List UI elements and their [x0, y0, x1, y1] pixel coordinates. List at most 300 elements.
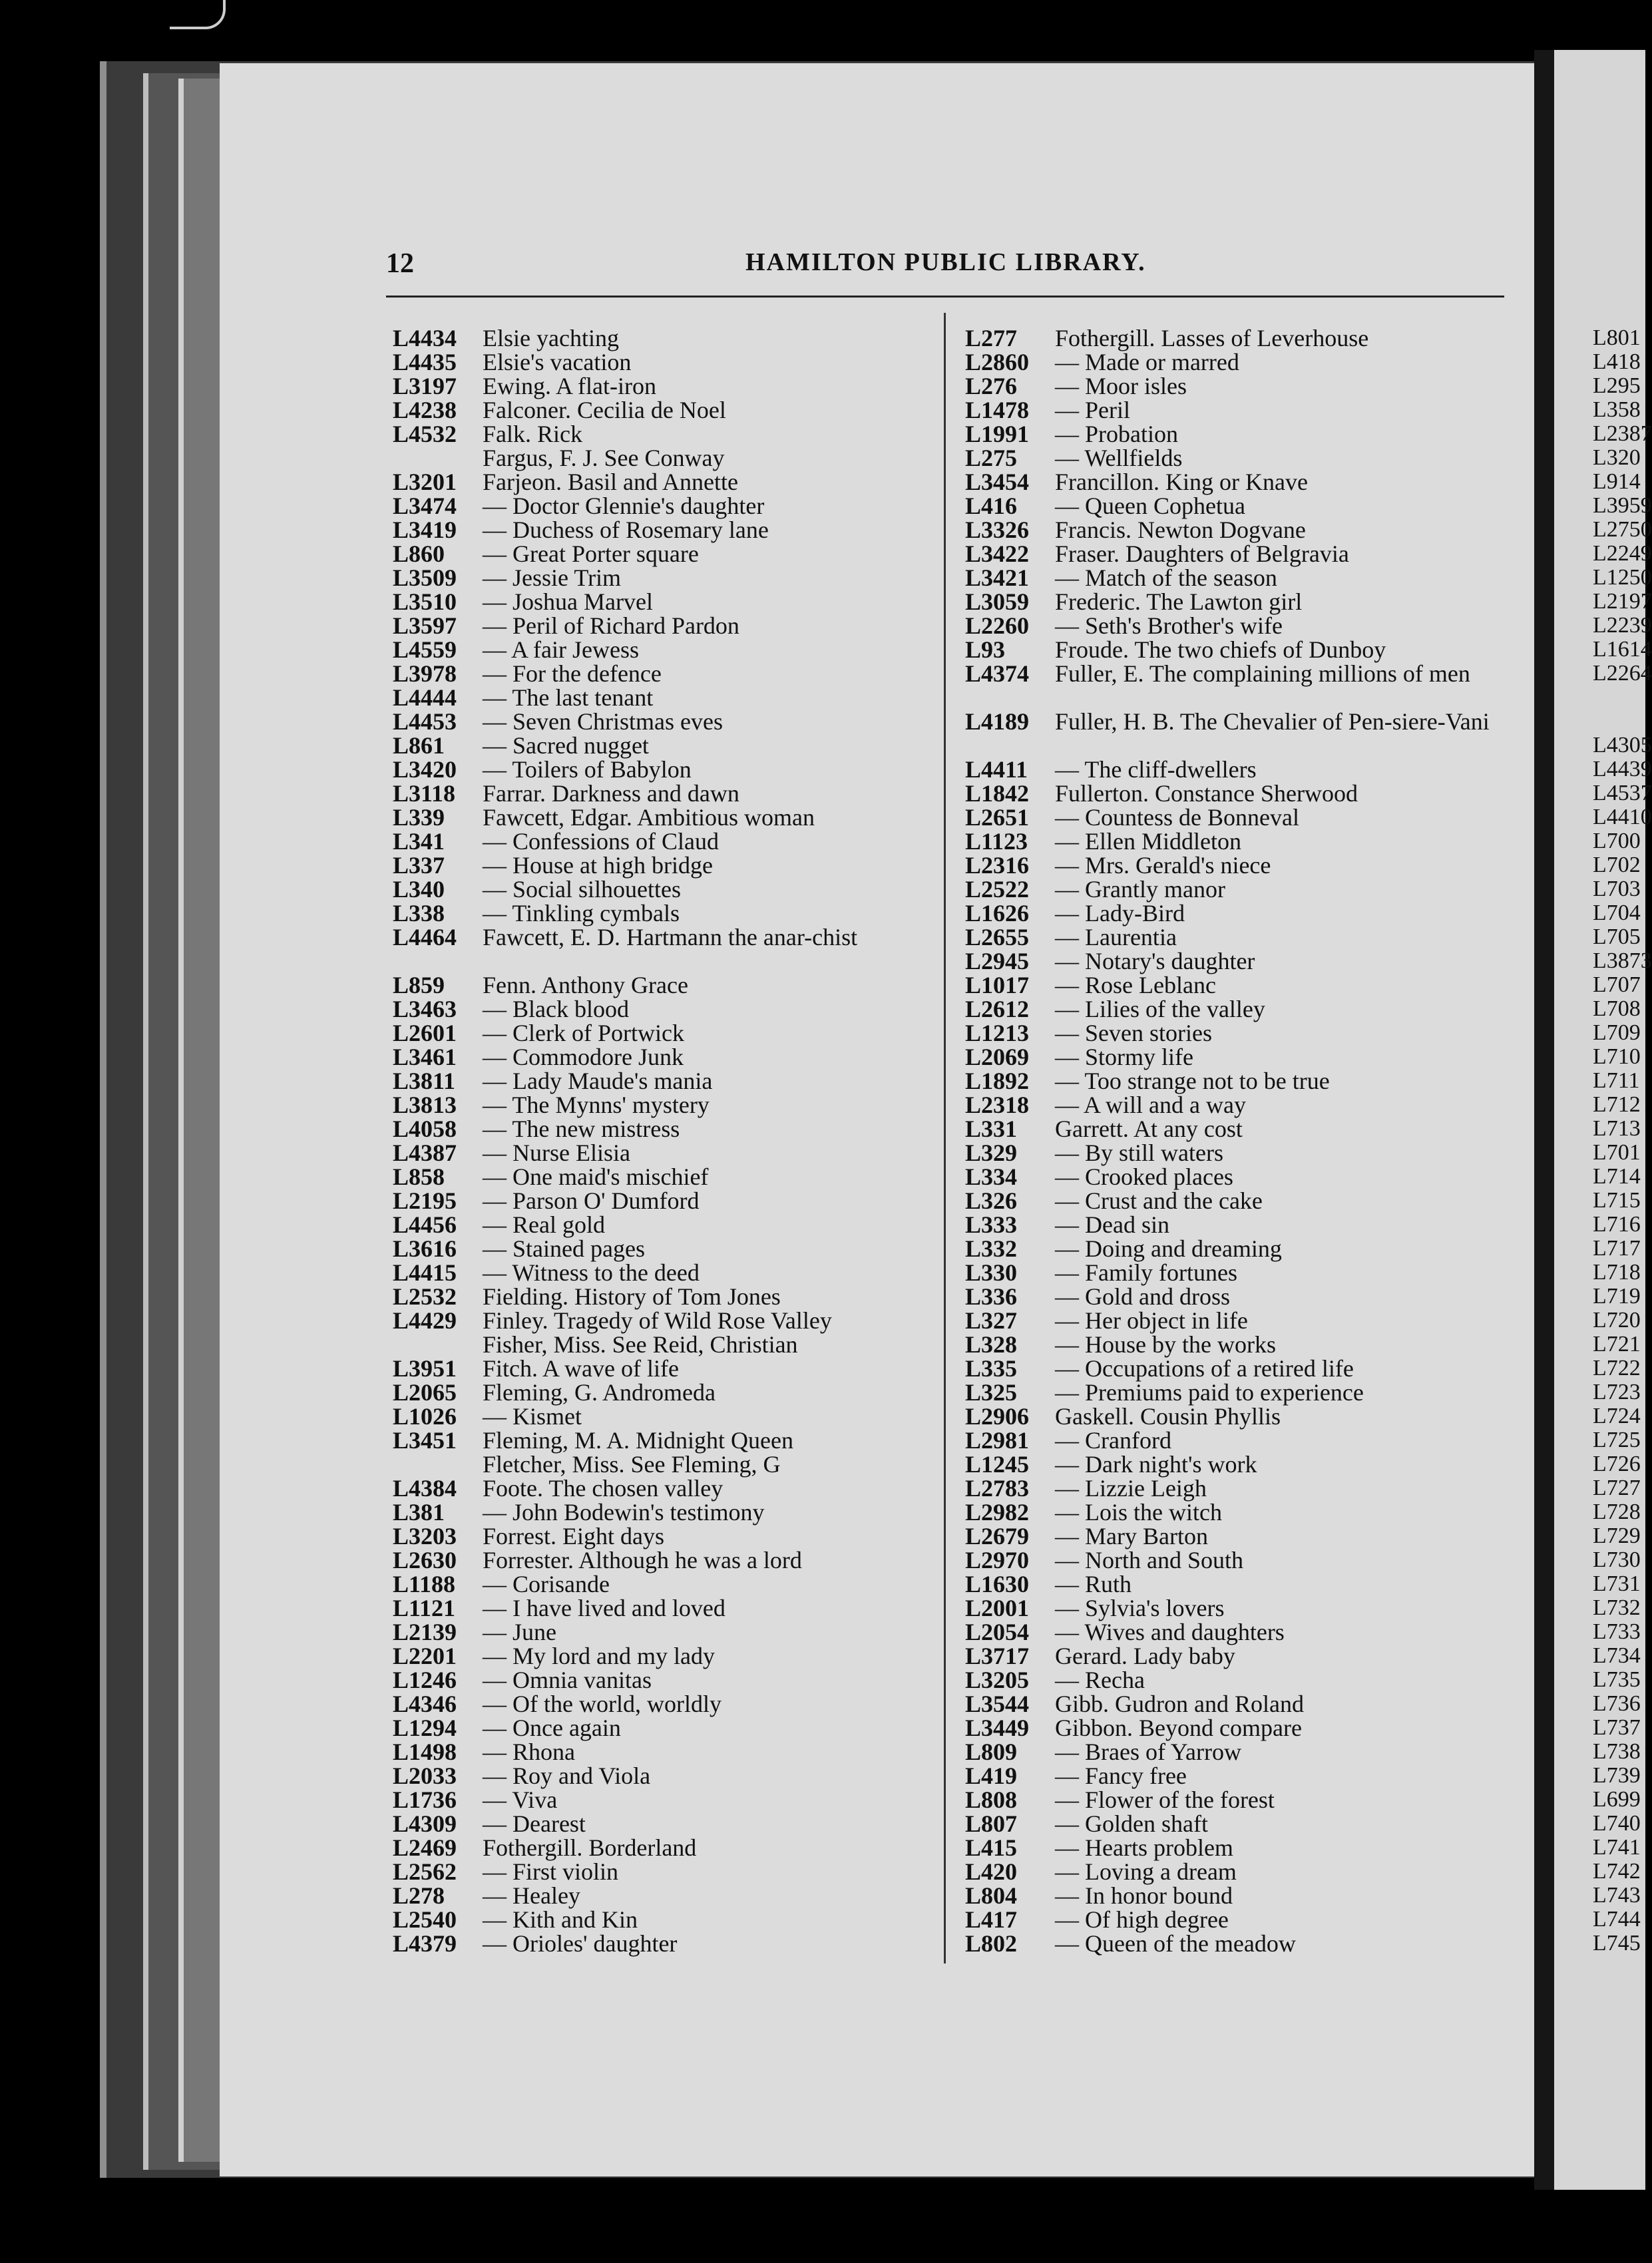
adjacent-call-number: L4537	[1593, 781, 1652, 805]
catalog-entry	[965, 446, 1511, 470]
catalog-entry	[393, 1045, 938, 1069]
adjacent-call-number: L2750	[1593, 517, 1652, 542]
catalog-entry	[965, 470, 1511, 494]
catalog-entry	[393, 1644, 938, 1668]
catalog-entry	[965, 1788, 1511, 1812]
catalog-entry	[965, 853, 1511, 877]
call-number: L1498	[393, 1739, 457, 1765]
call-number: L4374	[965, 660, 1030, 687]
call-number: L3544	[965, 1691, 1030, 1717]
call-number: L4464	[393, 924, 457, 950]
catalog-entry	[965, 1692, 1511, 1716]
adjacent-call-number: L712	[1593, 1092, 1641, 1117]
catalog-entry	[965, 1908, 1511, 1932]
entry-title: Ewing. A flat-iron	[483, 373, 656, 399]
call-number: L3597	[393, 612, 457, 639]
adjacent-call-number: L801	[1593, 325, 1641, 350]
entry-title: Fraser. Daughters of Belgravia	[1055, 540, 1349, 567]
catalog-entry	[965, 1932, 1511, 1955]
adjacent-call-number: L724	[1593, 1404, 1641, 1428]
catalog-entry	[393, 1836, 938, 1860]
call-number: L2562	[393, 1858, 457, 1885]
call-number: L4379	[393, 1930, 457, 1957]
entry-title: — Great Porter square	[483, 540, 699, 567]
call-number: L3449	[965, 1715, 1030, 1741]
call-number: L1892	[965, 1068, 1030, 1094]
call-number: L4559	[393, 636, 457, 663]
call-number: L2651	[965, 804, 1030, 831]
entry-title: — Healey	[483, 1882, 580, 1909]
entry-title: — The cliff-dwellers	[1055, 756, 1257, 783]
call-number: L420	[965, 1858, 1018, 1885]
call-number: L802	[965, 1930, 1018, 1957]
entry-title: Gibb. Gudron and Roland	[1055, 1691, 1304, 1717]
catalog-entry	[965, 1476, 1511, 1500]
entry-title: — Clerk of Portwick	[483, 1020, 684, 1046]
catalog-entry	[965, 949, 1511, 973]
entry-title: — Nurse Elisia	[483, 1139, 630, 1166]
call-number: L3201	[393, 469, 457, 495]
entry-title: Fielding. History of Tom Jones	[483, 1283, 781, 1310]
catalog-entry	[965, 1189, 1511, 1213]
catalog-entry	[393, 1356, 938, 1380]
call-number: L3461	[393, 1044, 457, 1070]
call-number: L417	[965, 1906, 1018, 1933]
adjacent-call-number: L726	[1593, 1452, 1641, 1476]
entry-title: — Occupations of a retired life	[1055, 1355, 1354, 1382]
call-number: L1026	[393, 1403, 457, 1430]
adjacent-call-number: L715	[1593, 1188, 1641, 1213]
adjacent-call-number: L730	[1593, 1547, 1641, 1572]
catalog-entry	[393, 398, 938, 422]
right-column	[965, 326, 1511, 1955]
adjacent-call-number: L744	[1593, 1907, 1641, 1932]
call-number: L330	[965, 1259, 1018, 1286]
entry-title: — Duchess of Rosemary lane	[483, 516, 769, 543]
entry-title: Garrett. At any cost	[1055, 1116, 1243, 1142]
catalog-entry	[965, 1452, 1511, 1476]
call-number: L339	[393, 804, 445, 831]
call-number: L336	[965, 1283, 1018, 1310]
call-number: L2033	[393, 1762, 457, 1789]
catalog-entry	[965, 662, 1511, 710]
call-number: L2201	[393, 1643, 457, 1669]
adjacent-call-number: L2197	[1593, 589, 1652, 614]
adjacent-call-number: L914	[1593, 469, 1641, 494]
adjacent-call-number: L418	[1593, 349, 1641, 374]
call-number: L2069	[965, 1044, 1030, 1070]
entry-title: — Seth's Brother's wife	[1055, 612, 1283, 639]
entry-title: Elsie's vacation	[483, 349, 632, 375]
entry-title: — For the defence	[483, 660, 662, 687]
left-column	[393, 326, 938, 1955]
catalog-entry	[965, 805, 1511, 829]
entry-title: — I have lived and loved	[483, 1595, 725, 1621]
adjacent-call-number: L728	[1593, 1500, 1641, 1524]
entry-title: — Lady-Bird	[1055, 900, 1185, 926]
entry-title: Forrest. Eight days	[483, 1523, 664, 1549]
entry-title: — Parson O' Dumford	[483, 1187, 700, 1214]
entry-title: Fargus, F. J. See Conway	[483, 445, 725, 471]
call-number: L3978	[393, 660, 457, 687]
catalog-entry	[965, 1548, 1511, 1572]
call-number: L4189	[965, 708, 1030, 735]
entry-title: — Dark night's work	[1055, 1451, 1257, 1478]
catalog-entry	[965, 1596, 1511, 1620]
entry-title: Fenn. Anthony Grace	[483, 972, 688, 998]
entry-title: — Once again	[483, 1715, 621, 1741]
entry-title: — Peril	[1055, 397, 1130, 423]
entry-title: — A fair Jewess	[483, 636, 639, 663]
catalog-entry	[393, 542, 938, 566]
catalog-entry	[393, 1189, 938, 1213]
call-number: L4415	[393, 1259, 457, 1286]
entry-title: — Grantly manor	[1055, 876, 1225, 903]
entry-title: — Too strange not to be true	[1055, 1068, 1330, 1094]
entry-title: — First violin	[483, 1858, 619, 1885]
call-number: L804	[965, 1882, 1018, 1909]
catalog-entry	[393, 1141, 938, 1165]
entry-title: — Orioles' daughter	[483, 1930, 678, 1957]
catalog-entry	[965, 925, 1511, 949]
adjacent-call-number: L4410	[1593, 805, 1652, 829]
adjacent-call-number: L738	[1593, 1739, 1641, 1764]
catalog-entry	[393, 1476, 938, 1500]
call-number: L327	[965, 1307, 1018, 1334]
entry-title: — By still waters	[1055, 1139, 1223, 1166]
catalog-entry	[393, 566, 938, 590]
catalog-entry	[393, 1596, 938, 1620]
adjacent-call-number: L740	[1593, 1811, 1641, 1836]
call-number: L809	[965, 1739, 1018, 1765]
call-number: L2679	[965, 1523, 1030, 1549]
call-number: L2469	[393, 1834, 457, 1861]
entry-title: — Kith and Kin	[483, 1906, 638, 1933]
catalog-entry	[393, 1932, 938, 1955]
adjacent-call-number: L714	[1593, 1164, 1641, 1189]
adjacent-call-number: L699	[1593, 1787, 1641, 1812]
entry-title: — Moor isles	[1055, 373, 1187, 399]
catalog-entry	[393, 638, 938, 662]
call-number: L2970	[965, 1547, 1030, 1573]
entry-title: — Rhona	[483, 1739, 575, 1765]
page-number: 12	[386, 248, 414, 279]
entry-title: — Probation	[1055, 421, 1178, 447]
entry-title: Francillon. King or Knave	[1055, 469, 1308, 495]
entry-title: — Wives and daughters	[1055, 1619, 1285, 1645]
entry-title: — Golden shaft	[1055, 1810, 1208, 1837]
entry-title: — Lois the witch	[1055, 1499, 1222, 1526]
call-number: L4411	[965, 756, 1028, 783]
catalog-entry	[393, 781, 938, 805]
call-number: L3616	[393, 1235, 457, 1262]
call-number: L326	[965, 1187, 1018, 1214]
call-number: L2860	[965, 349, 1030, 375]
call-number: L332	[965, 1235, 1018, 1262]
entry-title: — Lizzie Leigh	[1055, 1475, 1207, 1502]
catalog-entry	[393, 326, 938, 350]
adjacent-call-number: L700	[1593, 829, 1641, 853]
entry-title: — Corisande	[483, 1571, 610, 1597]
catalog-entry	[393, 1093, 938, 1117]
call-number: L808	[965, 1786, 1018, 1813]
catalog-entry	[393, 1692, 938, 1716]
catalog-entry	[965, 1620, 1511, 1644]
call-number: L1478	[965, 397, 1030, 423]
call-number: L3420	[393, 756, 457, 783]
entry-title: — Recha	[1055, 1667, 1145, 1693]
entry-title: Fitch. A wave of life	[483, 1355, 679, 1382]
entry-title: — Queen Cophetua	[1055, 493, 1245, 519]
catalog-entry	[393, 1500, 938, 1524]
catalog-entry	[965, 1045, 1511, 1069]
catalog-entry	[965, 350, 1511, 374]
catalog-entry	[393, 1309, 938, 1333]
adjacent-call-number: L704	[1593, 901, 1641, 925]
call-number: L1246	[393, 1667, 457, 1693]
header-rule	[386, 296, 1504, 298]
call-number: L276	[965, 373, 1018, 399]
catalog-entry	[965, 710, 1511, 757]
catalog-entry	[393, 470, 938, 494]
entry-title: — The new mistress	[483, 1116, 680, 1142]
adjacent-call-number: L1250	[1593, 565, 1652, 590]
call-number: L338	[393, 900, 445, 926]
call-number: L2001	[965, 1595, 1030, 1621]
entry-title: — Seven stories	[1055, 1020, 1212, 1046]
entry-title: Frederic. The Lawton girl	[1055, 588, 1303, 615]
catalog-entry	[965, 1309, 1511, 1333]
call-number: L4456	[393, 1211, 457, 1238]
call-number: L331	[965, 1116, 1018, 1142]
adjacent-call-number: L701	[1593, 1140, 1641, 1165]
adjacent-call-number: L710	[1593, 1044, 1641, 1069]
entry-title: Forrester. Although he was a lord	[483, 1547, 802, 1573]
catalog-entry	[965, 1428, 1511, 1452]
call-number: L3474	[393, 493, 457, 519]
catalog-entry	[393, 1884, 938, 1908]
call-number: L4384	[393, 1475, 457, 1502]
entry-title: — Hearts problem	[1055, 1834, 1233, 1861]
call-number: L2630	[393, 1547, 457, 1573]
adjacent-call-number: L295	[1593, 373, 1641, 398]
entry-title: — Ellen Middleton	[1055, 828, 1241, 855]
catalog-entry	[393, 1740, 938, 1764]
catalog-entry	[965, 1333, 1511, 1356]
catalog-entry	[393, 1213, 938, 1237]
entry-title: Fleming, M. A. Midnight Queen	[483, 1427, 793, 1454]
call-number: L4238	[393, 397, 457, 423]
catalog-entry	[965, 614, 1511, 638]
call-number: L3509	[393, 564, 457, 591]
entry-title: Fothergill. Lasses of Leverhouse	[1055, 325, 1369, 351]
adjacent-call-number: L742	[1593, 1859, 1641, 1884]
catalog-entry	[965, 997, 1511, 1021]
call-number: L1188	[393, 1571, 456, 1597]
entry-title: — Loving a dream	[1055, 1858, 1237, 1885]
entry-title: — Notary's daughter	[1055, 948, 1255, 974]
catalog-entry	[393, 877, 938, 901]
adjacent-call-number: L3959	[1593, 493, 1652, 518]
adjacent-call-number: L1614	[1593, 637, 1652, 662]
catalog-entry	[393, 710, 938, 733]
entry-title: Fisher, Miss. See Reid, Christian	[483, 1331, 798, 1358]
entry-title: — Social silhouettes	[483, 876, 681, 903]
catalog-entry	[965, 566, 1511, 590]
adjacent-call-number: L4439	[1593, 757, 1652, 781]
call-number: L2260	[965, 612, 1030, 639]
entry-title: — North and South	[1055, 1547, 1243, 1573]
catalog-entry	[393, 1908, 938, 1932]
catalog-entry	[965, 1716, 1511, 1740]
catalog-entry	[393, 829, 938, 853]
entry-title: — Wellfields	[1055, 445, 1183, 471]
entry-title: Fullerton. Constance Sherwood	[1055, 780, 1358, 807]
entry-title: — My lord and my lady	[483, 1643, 715, 1669]
catalog-entry	[965, 1093, 1511, 1117]
call-number: L3951	[393, 1355, 457, 1382]
call-number: L1123	[965, 828, 1028, 855]
entry-title: Francis. Newton Dogvane	[1055, 516, 1306, 543]
call-number: L3118	[393, 780, 456, 807]
entry-title: — Fancy free	[1055, 1762, 1187, 1789]
call-number: L3510	[393, 588, 457, 615]
paper-tag-mark	[170, 0, 226, 29]
call-number: L3205	[965, 1667, 1030, 1693]
call-number: L4346	[393, 1691, 457, 1717]
entry-title: — The last tenant	[483, 684, 654, 711]
call-number: L328	[965, 1331, 1018, 1358]
catalog-entry	[393, 1069, 938, 1093]
entry-title: — June	[483, 1619, 556, 1645]
entry-title: — Black blood	[483, 996, 629, 1022]
catalog-entry	[393, 1548, 938, 1572]
call-number: L861	[393, 732, 445, 759]
catalog-entry	[393, 494, 938, 518]
catalog-entry	[393, 1524, 938, 1548]
adjacent-call-number: L739	[1593, 1763, 1641, 1788]
call-number: L341	[393, 828, 445, 855]
call-number: L416	[965, 493, 1018, 519]
entry-title: — Omnia vanitas	[483, 1667, 652, 1693]
adjacent-call-number: L736	[1593, 1691, 1641, 1716]
column-divider	[944, 313, 946, 1963]
entry-title: — Of the world, worldly	[483, 1691, 722, 1717]
adjacent-call-number: L723	[1593, 1380, 1641, 1404]
adjacent-call-number: L717	[1593, 1236, 1641, 1261]
catalog-entry	[393, 1668, 938, 1692]
call-number: L2318	[965, 1092, 1030, 1118]
catalog-entry	[393, 1261, 938, 1285]
entry-title: — Stormy life	[1055, 1044, 1193, 1070]
entry-title: Gerard. Lady baby	[1055, 1643, 1235, 1669]
call-number: L2532	[393, 1283, 457, 1310]
adjacent-call-number: L705	[1593, 925, 1641, 949]
entry-title: Fletcher, Miss. See Fleming, G	[483, 1451, 781, 1478]
catalog-entry	[393, 1764, 938, 1788]
call-number: L415	[965, 1834, 1018, 1861]
catalog-entry	[393, 1285, 938, 1309]
catalog-entry	[393, 1404, 938, 1428]
entry-title: — Witness to the deed	[483, 1259, 700, 1286]
call-number: L859	[393, 972, 445, 998]
call-number: L3813	[393, 1092, 457, 1118]
entry-title: — Toilers of Babylon	[483, 756, 692, 783]
entry-title: — Sylvia's lovers	[1055, 1595, 1225, 1621]
catalog-entry	[965, 1165, 1511, 1189]
adjacent-call-number: L320	[1593, 445, 1641, 470]
call-number: L3197	[393, 373, 457, 399]
entry-title: — John Bodewin's testimony	[483, 1499, 765, 1526]
entry-title: — Dead sin	[1055, 1211, 1169, 1238]
adjacent-call-number: L725	[1593, 1428, 1641, 1452]
entry-title: — Family fortunes	[1055, 1259, 1237, 1286]
call-number: L1991	[965, 421, 1030, 447]
entry-title: Fuller, H. B. The Chevalier of Pen-siere-Vani	[1055, 708, 1490, 735]
adjacent-page	[1554, 50, 1652, 2190]
catalog-entry	[393, 686, 938, 710]
entry-title: — Mrs. Gerald's niece	[1055, 852, 1271, 879]
catalog-entry	[965, 422, 1511, 446]
call-number: L275	[965, 445, 1018, 471]
call-number: L4434	[393, 325, 457, 351]
adjacent-call-number: L709	[1593, 1020, 1641, 1045]
entry-title: — Gold and dross	[1055, 1283, 1230, 1310]
call-number: L2195	[393, 1187, 457, 1214]
page-title: HAMILTON PUBLIC LIBRARY.	[745, 248, 1146, 276]
call-number: L4058	[393, 1116, 457, 1142]
call-number: L4453	[393, 708, 457, 735]
catalog-entry	[965, 1141, 1511, 1165]
call-number: L2540	[393, 1906, 457, 1933]
catalog-entry	[965, 1261, 1511, 1285]
catalog-entry	[393, 590, 938, 614]
catalog-entry	[965, 518, 1511, 542]
catalog-entry	[393, 1860, 938, 1884]
call-number: L381	[393, 1499, 445, 1526]
entry-title: Fuller, E. The complaining millions of men	[1055, 660, 1470, 687]
entry-title: Finley. Tragedy of Wild Rose Valley	[483, 1307, 832, 1334]
call-number: L3203	[393, 1523, 457, 1549]
catalog-entry	[965, 374, 1511, 398]
entry-title: — Peril of Richard Pardon	[483, 612, 739, 639]
catalog-entry	[393, 614, 938, 638]
call-number: L2612	[965, 996, 1030, 1022]
catalog-entry	[393, 1333, 938, 1356]
catalog-entry	[965, 1237, 1511, 1261]
adjacent-call-number: L741	[1593, 1835, 1641, 1860]
entry-title: — Real gold	[483, 1211, 605, 1238]
entry-title: — Tinkling cymbals	[483, 900, 680, 926]
adjacent-call-number: L358	[1593, 397, 1641, 422]
call-number: L4532	[393, 421, 457, 447]
entry-title: Froude. The two chiefs of Dunboy	[1055, 636, 1386, 663]
entry-title: Falk. Rick	[483, 421, 582, 447]
entry-title: — Joshua Marvel	[483, 588, 653, 615]
adjacent-gap	[1593, 686, 1652, 733]
entry-title: Farjeon. Basil and Annette	[483, 469, 738, 495]
call-number: L3454	[965, 469, 1030, 495]
call-number: L2054	[965, 1619, 1030, 1645]
entry-title: Farrar. Darkness and dawn	[483, 780, 739, 807]
call-number: L3451	[393, 1427, 457, 1454]
call-number: L277	[965, 325, 1018, 351]
entry-title: — Crust and the cake	[1055, 1187, 1263, 1214]
adjacent-call-number: L722	[1593, 1356, 1641, 1380]
catalog-entry	[965, 590, 1511, 614]
entry-title: — Stained pages	[483, 1235, 645, 1262]
entry-title: Fothergill. Borderland	[483, 1834, 697, 1861]
